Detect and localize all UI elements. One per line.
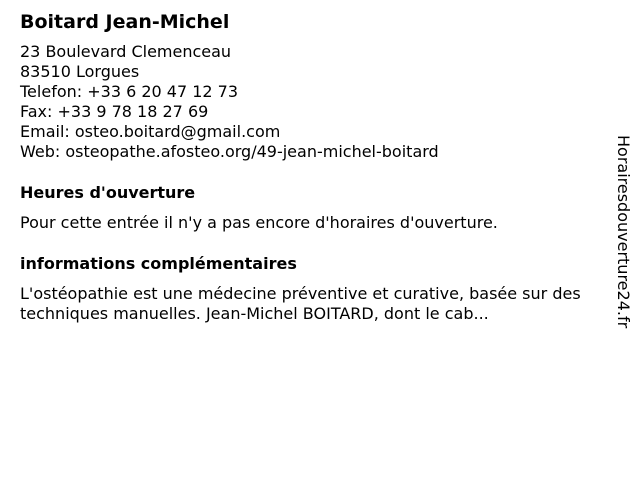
additional-info-text: L'ostéopathie est une médecine préventive et curative, basée sur des techniques manuelles. Jean-Michel BOITARD, dont le cab... — [20, 284, 581, 323]
opening-hours-heading: Heures d'ouverture — [20, 183, 196, 202]
address-street: 23 Boulevard Clemenceau — [20, 42, 232, 61]
opening-hours-text: Pour cette entrée il n'y a pas encore d'horaires d'ouverture. — [20, 213, 498, 232]
fax-line: Fax: +33 9 78 18 27 69 — [20, 102, 209, 121]
address-city: 83510 Lorgues — [20, 62, 140, 81]
phone-line: Telefon: +33 6 20 47 12 73 — [20, 82, 239, 101]
email-line: Email: osteo.boitard@gmail.com — [20, 122, 281, 141]
web-line: Web: osteopathe.afosteo.org/49-jean-michel-boitard — [20, 142, 439, 161]
business-listing — [20, 10, 590, 324]
additional-info-heading: informations complémentaires — [20, 254, 297, 273]
business-name: Boitard Jean-Michel — [20, 11, 230, 33]
site-brand-vertical: Horairesdouverture24.fr — [614, 135, 633, 329]
